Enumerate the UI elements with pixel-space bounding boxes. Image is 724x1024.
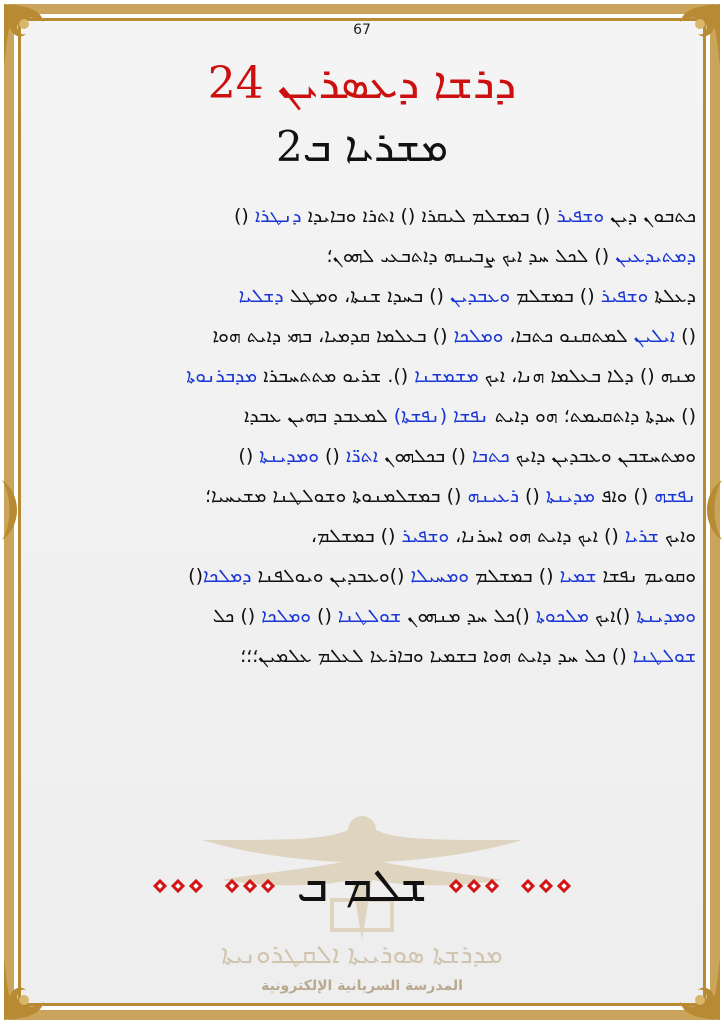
highlighted-word: ܕܫܠܝܐ [238, 285, 284, 307]
text-fragment: () [311, 605, 338, 627]
highlighted-word: ܘܫܦܝܪ [556, 205, 605, 227]
text-fragment: ܘܐܝܟ [658, 525, 696, 547]
text-fragment: ()ܐܝܟ [589, 605, 637, 627]
text-fragment: ()ܘܥܒܕܝܢ ܘܝܘܠܦܢܐ [251, 565, 411, 587]
footer-school-name-syriac: ܡܕܪܫܬܐ ܣܘܪܝܝܬܐ ܐܠܩܛܪܘܢܝܬܐ [221, 940, 503, 970]
highlighted-word: ܕܡܠܟܐ [203, 565, 252, 587]
text-fragment: () ܒܟܠܗܘܢ [378, 445, 472, 467]
side-ornament-icon [696, 480, 724, 540]
text-fragment: () [675, 325, 696, 347]
text-fragment: () ܒܚܕܐ ܫܢܬܐ، ܘܡܛܠ [283, 285, 450, 307]
text-fragment: () [318, 445, 346, 467]
text-fragment: ܠܡܥܒܕ ܒܗܝܢ ܥܒܕܐ [244, 405, 394, 427]
ending-row [0, 856, 724, 916]
text-fragment: () ܘܐܦ [594, 485, 655, 507]
diamond-ornament-icon [225, 879, 275, 893]
highlighted-word: ܡܕܒܪܢܘܬܐ [186, 365, 258, 387]
highlighted-word: ܫܪܝܐ [624, 525, 659, 547]
highlighted-word: ܘܡܕܝܢܬܐ [259, 445, 319, 467]
side-ornament-icon [0, 480, 28, 540]
text-fragment: () ܒܡܫܠܡ، [310, 525, 402, 547]
text-fragment: ܟܬܒܘܢ ܕܝܢ [604, 205, 696, 227]
highlighted-word: ܘܡܚܝܠܐ [410, 565, 469, 587]
highlighted-word: ܡܫܡܫܢܐ [414, 365, 479, 387]
text-line [28, 316, 696, 356]
highlighted-word: ܘܡܠܟܐ [453, 325, 504, 347]
diamond-ornament-icon [153, 879, 203, 893]
highlighted-word: ܫܡܝܐ [559, 565, 597, 587]
highlighted-word: ܕܢܛܪܐ [254, 205, 302, 227]
text-line [28, 436, 696, 476]
text-fragment: ܘܩܘܝܡ ܢܦܫܐ [596, 565, 696, 587]
highlighted-word: ܢܦܫܗ [654, 485, 696, 507]
page-number: 67 [353, 22, 371, 38]
highlighted-word: ܢܦܫܐ (ܢܦܫܬܐ) [393, 405, 489, 427]
diamond-ornament-icon [449, 879, 499, 893]
highlighted-word: ܘܡܠܟܐ [261, 605, 312, 627]
text-line [28, 276, 696, 316]
text-fragment: (). ܫܪܝܘ ܡܬܬܚܒܪܐ [257, 365, 415, 387]
text-fragment: ܘܡܬܚܫܒܢ ܘܥܒܕܝܢ ܕܐܝܟ [509, 445, 696, 467]
text-fragment: () ܟܠ ܚܕ ܕܐܝܬ ܗܘܐ ܒܫܡܝܐ ܘܒܐܪܥܐ ܠܥܠܡ ܥܠܡܝܢ؛؛؛ [240, 645, 633, 667]
highlighted-word: ܐܝܠܝܢ [633, 325, 676, 347]
text-line [28, 596, 696, 636]
text-line [28, 556, 696, 596]
text-line [28, 476, 696, 516]
text-line [28, 356, 696, 396]
page-subtitle: ܡܫܪܝܐ ܒ2 [275, 122, 449, 171]
highlighted-word: ܟܬܒܐ [472, 445, 510, 467]
text-line [28, 196, 696, 236]
diamond-ornament-icon [521, 879, 571, 893]
text-fragment: () [233, 205, 255, 227]
highlighted-word: ܕܡܬܝܕܥܝܢ [615, 245, 696, 267]
highlighted-word: ܡܠܟܘܬܐ [535, 605, 590, 627]
text-fragment: () ܒܡܫܠܡ [468, 565, 560, 587]
text-fragment: () ܟܠ [212, 605, 262, 627]
text-fragment: () ܐܝܟ ܕܐܝܬ ܗܘ ܐܚܪܢܐ، [449, 525, 625, 547]
text-fragment: ܡܢܗ () ܕܠܐ ܒܥܠܡܐ ܗܢܐ، ܐܝܟ [478, 365, 696, 387]
body-text [28, 196, 696, 676]
footer-school-name-arabic: المدرسة السريانية الإلكترونية [261, 978, 463, 994]
text-line [28, 516, 696, 556]
text-fragment: () ܠܟܠ ܚܕ ܐܝܟ ܨܒܝܢܗ ܕܐܬܒܥܝ ܠܗܘܢ؛ [326, 245, 616, 267]
text-fragment: () ܒܡܫܠܡ ܠܝܩܪܐ () ܐܬܪܐ ܘܒܐܝܕܐ [301, 205, 557, 227]
text-fragment: () [518, 485, 546, 507]
highlighted-word: ܘܥܒܕܝܢ [449, 285, 511, 307]
highlighted-word: ܡܕܝܢܬܐ [545, 485, 595, 507]
page-title: ܕܪܫܐ ܕܥܣܪܝܢ 24 [207, 58, 517, 109]
text-fragment: () [238, 445, 260, 467]
text-fragment: () ܒܡܫܠܡ [510, 285, 601, 307]
ending-word: ܫܠܡ ܒ [296, 858, 428, 912]
highlighted-word: ܪܥܝܢܗ [467, 485, 519, 507]
text-fragment: () [188, 565, 203, 587]
highlighted-word: ܫܘܠܛܢܐ [337, 605, 402, 627]
text-fragment: ܠܡܬܩܢܘ ܟܬܒܐ، [503, 325, 634, 347]
text-fragment: () ܚܕܬܐ ܕܐܬܩܝܡܬ؛ ܗܘ ܕܐܝܬ [488, 405, 696, 427]
highlighted-word: ܘܡܕܝܢܬܐ [636, 605, 696, 627]
highlighted-word: ܫܘܠܛܢܐ [632, 645, 696, 667]
text-line [28, 636, 696, 676]
highlighted-word: ܘܫܦܝܪ [600, 285, 649, 307]
highlighted-word: ܐܬܪ̈ܐ [345, 445, 379, 467]
text-fragment: () ܒܥܠܡܐ ܩܕܡܝܐ، ܒܗܝ ܕܐܝܬ ܗܘܐ [212, 325, 454, 347]
text-line [28, 236, 696, 276]
text-fragment: () ܒܡܫܠܡܢܘܬܐ ܘܫܘܠܛܢܐ ܡܫܝܚܝܐ؛ [205, 485, 468, 507]
highlighted-word: ܘܫܦܝܪ [401, 525, 450, 547]
text-fragment: ()ܟܠ ܚܕ ܡܢܗܘܢ [401, 605, 536, 627]
text-line [28, 396, 696, 436]
text-fragment: ܕܥܠܬܐ [648, 285, 696, 307]
